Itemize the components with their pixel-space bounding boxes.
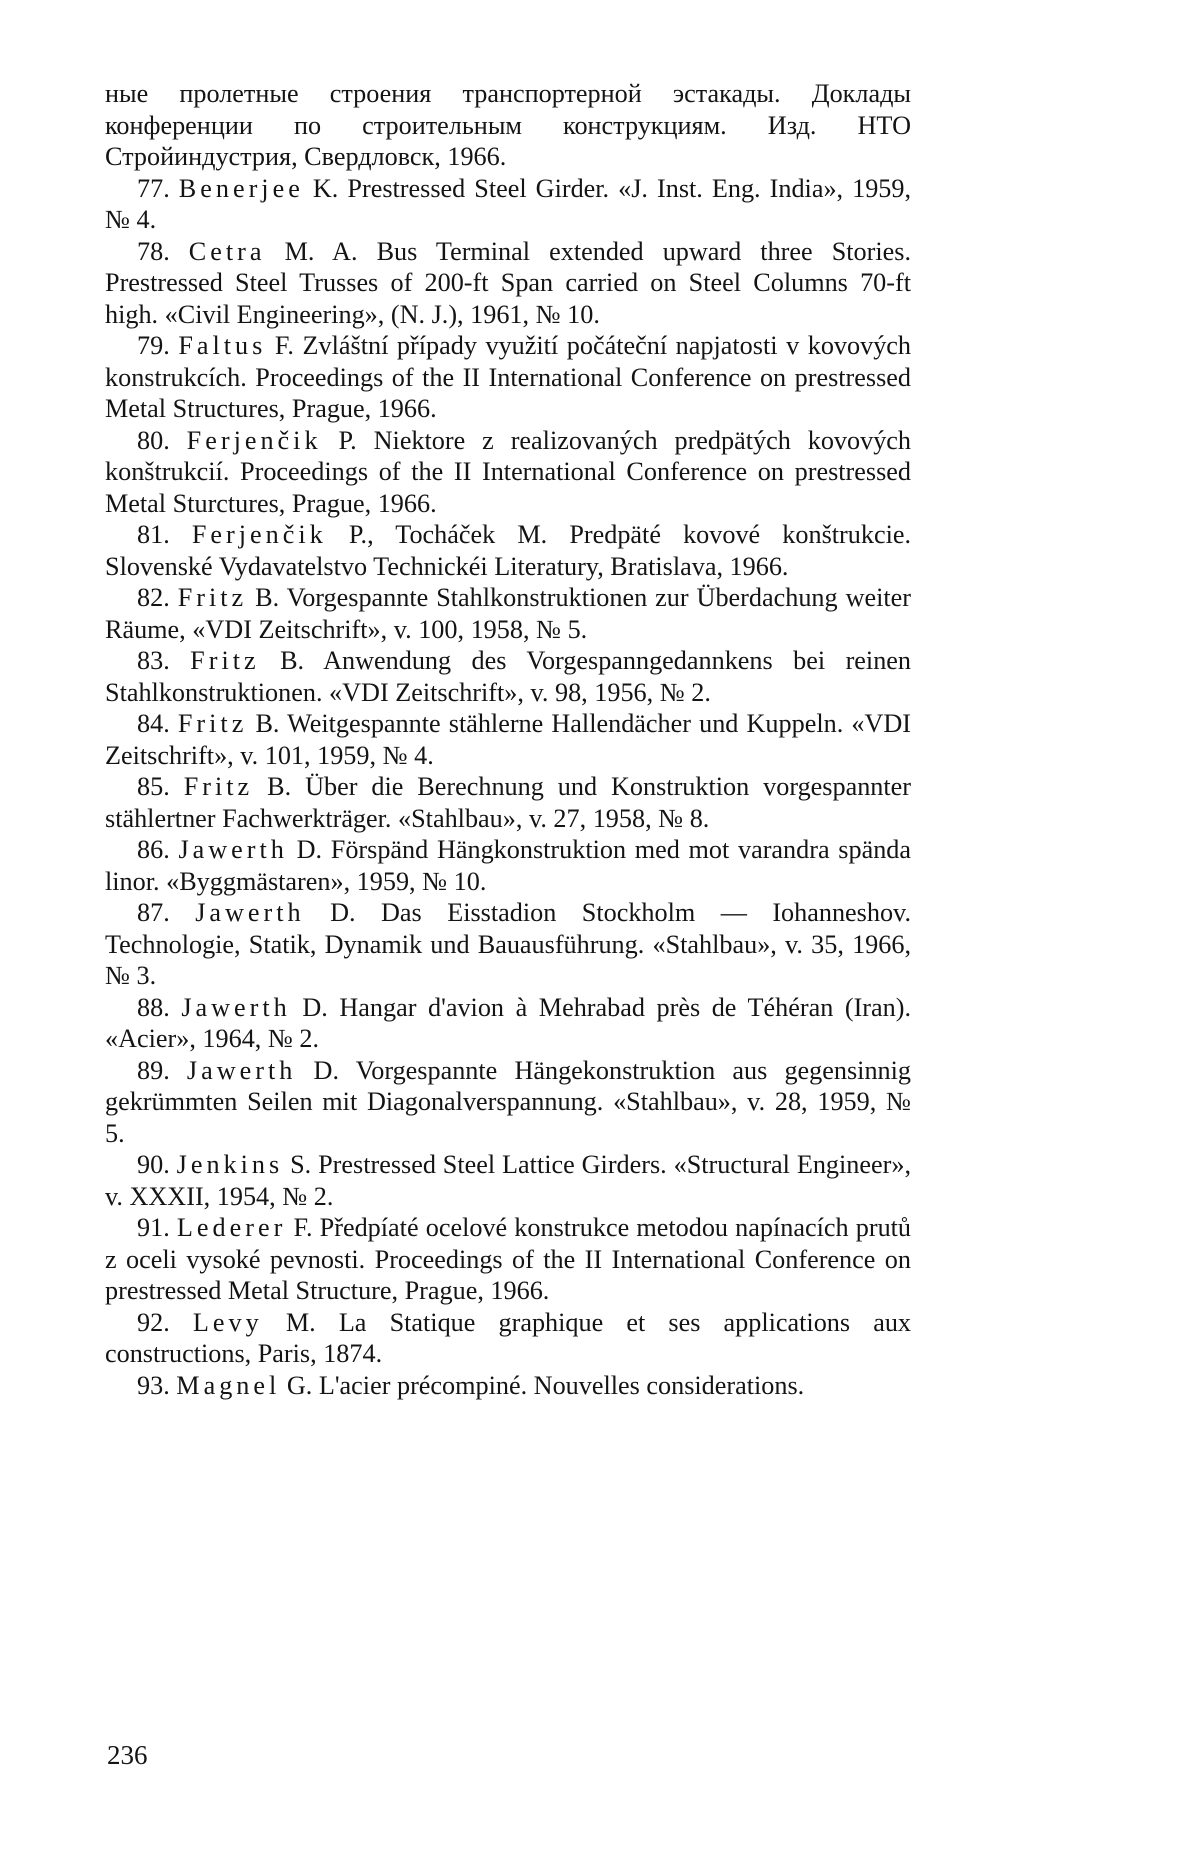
entry-initials: D. [296, 835, 323, 864]
reference-entry [105, 1212, 911, 1307]
reference-entry [105, 173, 911, 236]
page-number: 236 [107, 1740, 148, 1770]
entry-author: Fritz [177, 709, 248, 738]
entry-text: Anwendung des Vorgespanngedannkens bei reinen Stahlkonstruktionen. «VDI Zeitschrift», v. 98, 1956, № 2. [105, 646, 912, 707]
entry-author: Jawerth [178, 835, 288, 864]
reference-entry [105, 708, 911, 771]
entry-text: Weitgespannte stählerne Hallendächer und Kuppeln. «VDI Zeitschrift», v. 101, 1959, № 4. [105, 709, 911, 770]
entry-author: Cetra [188, 236, 266, 266]
entry-number: 78. [137, 236, 170, 266]
entry-number: 86. [137, 835, 170, 864]
reference-entry [105, 1307, 911, 1370]
entry-initials: M. [285, 1307, 316, 1337]
reference-entry [105, 330, 911, 425]
entry-text: Zvláštní případy využití počáteční napjatosti v kovových konstrukcích. Proceedings of the II International Conference on prestressed Metal Structures, Prague, 1966. [105, 331, 912, 423]
entry-text: Predpäté kovové konštrukcie. Slovenské Vydavatelstvo Technickéi Literatury, Bratislava, 1966. [105, 520, 912, 581]
entry-text: Předpíaté ocelové konstrukce metodou napínacích prutů z oceli vysoké pevnosti. Proceedings of the II International Conference on prestressed Metal Structure, Prague, 1966. [105, 1213, 912, 1305]
entry-author: Benerjee [178, 173, 304, 203]
entry-author: Faltus [178, 331, 267, 360]
entry-text: Vorgespannte Stahlkonstruktionen zur Überdachung weiter Räume, «VDI Zeitschrift», v. 100, 1958, № 5. [105, 583, 911, 644]
reference-entry [105, 1370, 911, 1402]
entry-initials: G. [286, 1370, 313, 1400]
entry-initials: F. [293, 1213, 313, 1242]
entry-initials: F. [274, 331, 294, 360]
reference-entry [105, 582, 911, 645]
entry-initials: B. [255, 583, 280, 612]
entry-initials: D. [313, 1055, 339, 1085]
entry-author: Fritz [183, 772, 254, 801]
entry-author: Magnel [176, 1370, 281, 1400]
entry-author: Jenkins [176, 1150, 284, 1179]
entry-text: L'acier précompiné. Nouvelles considerations. [318, 1370, 805, 1400]
reference-entry [105, 834, 911, 897]
entry-initials: B. [280, 646, 305, 675]
reference-entry [105, 1055, 911, 1150]
entry-initials: B. [267, 772, 292, 801]
reference-entry [105, 425, 911, 520]
entry-author: Ferjenčik [191, 520, 327, 549]
entry-text: Über die Berechnung und Konstruktion vorgespannter stählertner Fachwerkträger. «Stahlbau», v. 27, 1958, № 8. [105, 772, 912, 833]
entry-number: 90. [137, 1150, 170, 1179]
entry-text: Bus Terminal extended upward three Stories. Prestressed Steel Trusses of 200-ft Span carried on Steel Columns 70-ft high. «Civil Engineering», (N. J.), 1961, № 10. [105, 236, 911, 329]
entry-author: Levy [192, 1307, 263, 1337]
entry-text: Förspänd Hängkonstruktion med mot varandra spända linor. «Byggmästaren», 1959, № 10. [105, 835, 912, 896]
entry-text: La Statique graphique et ses applications aux constructions, Paris, 1874. [105, 1307, 912, 1368]
entry-number: 91. [137, 1213, 170, 1242]
entry-initials: D. [302, 992, 328, 1022]
entry-text: Niektore z realizovaných predpätých kovových konštrukcií. Proceedings of the II International Conference on prestressed Metal Sturctures, Prague, 1966. [105, 425, 912, 518]
entry-initials: S. [290, 1150, 312, 1179]
entry-number: 83. [137, 646, 170, 675]
entry-author: Jawerth [195, 898, 305, 927]
entry-initials: D. [330, 898, 356, 927]
entry-initials: M. A. [284, 236, 358, 266]
entry-initials: K. [312, 173, 339, 203]
entry-number: 93. [137, 1370, 170, 1400]
entry-initials: B. [255, 709, 280, 738]
entry-number: 87. [137, 898, 170, 927]
entry-number: 82. [137, 583, 170, 612]
entry-text: Das Eisstadion Stockholm — Iohanneshov. Technologie, Statik, Dynamik und Bauausführung. «Stahlbau», v. 35, 1966, № 3. [105, 898, 911, 990]
entry-number: 77. [137, 173, 170, 203]
entry-text: Prestressed Steel Lattice Girders. «Structural Engineer», v. XXXII, 1954, № 2. [105, 1150, 912, 1211]
entry-text: Hangar d'avion à Mehrabad près de Téhéran (Iran). «Acier», 1964, № 2. [105, 992, 912, 1053]
entry-number: 89. [137, 1055, 170, 1085]
reference-entry [105, 1149, 911, 1212]
reference-entry [105, 236, 911, 331]
entry-author: Lederer [176, 1213, 287, 1242]
entry-author: Jawerth [181, 992, 291, 1022]
reference-entry [105, 771, 911, 834]
entry-author: Fritz [190, 646, 260, 675]
entry-initials: P., Tocháček M. [348, 520, 548, 549]
reference-entry [105, 897, 911, 992]
entry-number: 92. [137, 1307, 170, 1337]
entry-text: Prestressed Steel Girder. «J. Inst. Eng. India», 1959, № 4. [105, 173, 912, 234]
entry-author: Jawerth [186, 1055, 297, 1085]
continuation-text: ные пролетные строения транспортерной эстакады. Доклады конференции по строительным конструкциям. Изд. НТО Стройиндустрия, Свердловск, 1966. [105, 79, 911, 171]
entry-number: 79. [137, 331, 170, 360]
reference-entry [105, 519, 911, 582]
entry-text: Vorgespannte Hängekonstruktion aus gegensinnig gekrümmten Seilen mit Diagonalverspannung. «Stahlbau», v. 28, 1959, № 5. [105, 1055, 911, 1148]
entry-initials: P. [338, 425, 357, 455]
reference-entry [105, 992, 911, 1055]
entry-author: Fritz [177, 583, 248, 612]
reference-page [105, 78, 911, 1401]
entry-number: 81. [137, 520, 170, 549]
reference-entry [105, 645, 911, 708]
entry-number: 88. [137, 992, 170, 1022]
entry-number: 84. [137, 709, 170, 738]
entry-author: Ferjenčik [186, 425, 322, 455]
entry-number: 80. [137, 425, 170, 455]
entry-number: 85. [137, 772, 170, 801]
